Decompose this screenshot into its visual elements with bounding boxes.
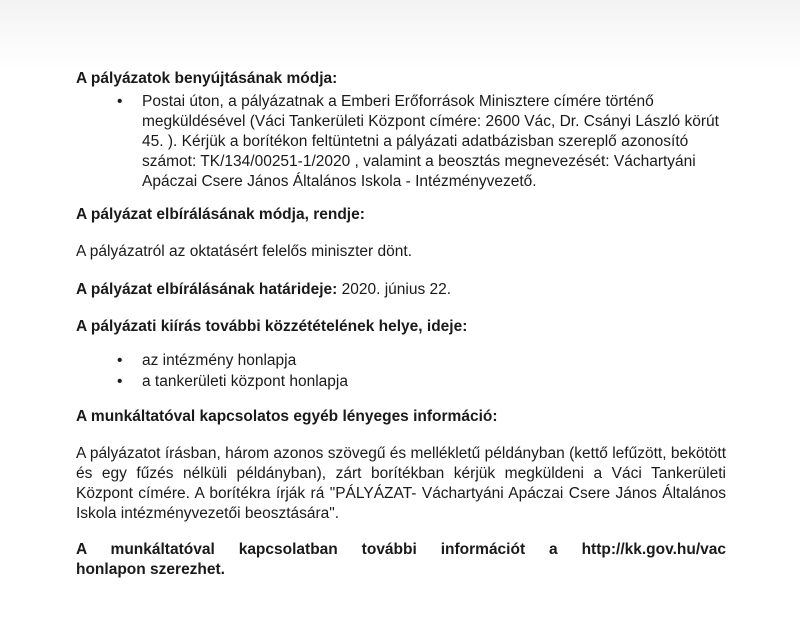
evaluation-method-text: A pályázatról az oktatásért felelős miniszter dönt. [76, 243, 412, 260]
submission-bullet-item [117, 92, 722, 192]
footer-info-line1: A munkáltatóval kapcsolatban további információt a http://kk.gov.hu/vac [76, 541, 726, 558]
scan-shading [0, 0, 800, 70]
footer-info-line2: honlapon szerezhet. [76, 561, 225, 578]
bullet-icon: • [117, 352, 123, 369]
publication-item-text: az intézmény honlapja [142, 352, 297, 369]
publication-list-item [117, 351, 732, 371]
publication-list-item [117, 372, 732, 392]
submission-heading: A pályázatok benyújtásának módja: [76, 70, 338, 87]
deadline-label: A pályázat elbírálásának határideje: [76, 281, 338, 298]
deadline-line [76, 280, 726, 300]
bullet-icon: • [117, 373, 123, 390]
submission-bullet-text: Postai úton, a pályázatnak a Emberi Erőforrások Minisztere címére történő megküldésével (Váci Tankerületi Központ címére: 2600 Vác, Dr. Csányi László körút 45. ). Kérjük a borítékon feltüntetni a pályázati adatbázisban szereplő azonosító számot: TK/134/00251-1/2020 , valamint a beosztás megnevezését: Váchartyáni Apáczai Csere János Általános Iskola - Intézményvezető. [142, 93, 719, 190]
publication-heading: A pályázati kiírás további közzétételének helye, ideje: [76, 318, 468, 335]
employer-info-text: A pályázatot írásban, három azonos szövegű és mellékletű példányban (kettő lefűzött, bekötött és egy fűzés nélküli példányban), zárt borítékban kérjük megküldeni a Váci Tankerületi Központ címére. A borítékra írják rá "PÁLYÁZAT- Váchartyáni Apáczai Csere János Általános Iskola intézményvezetői beosztására". [76, 445, 726, 522]
publication-item-text: a tankerületi központ honlapja [142, 373, 348, 390]
evaluation-method-heading: A pályázat elbírálásának módja, rendje: [76, 206, 365, 223]
deadline-value: 2020. június 22. [337, 281, 452, 298]
employer-info-heading: A munkáltatóval kapcsolatos egyéb lényeges információ: [76, 408, 498, 425]
bullet-icon: • [117, 93, 123, 110]
